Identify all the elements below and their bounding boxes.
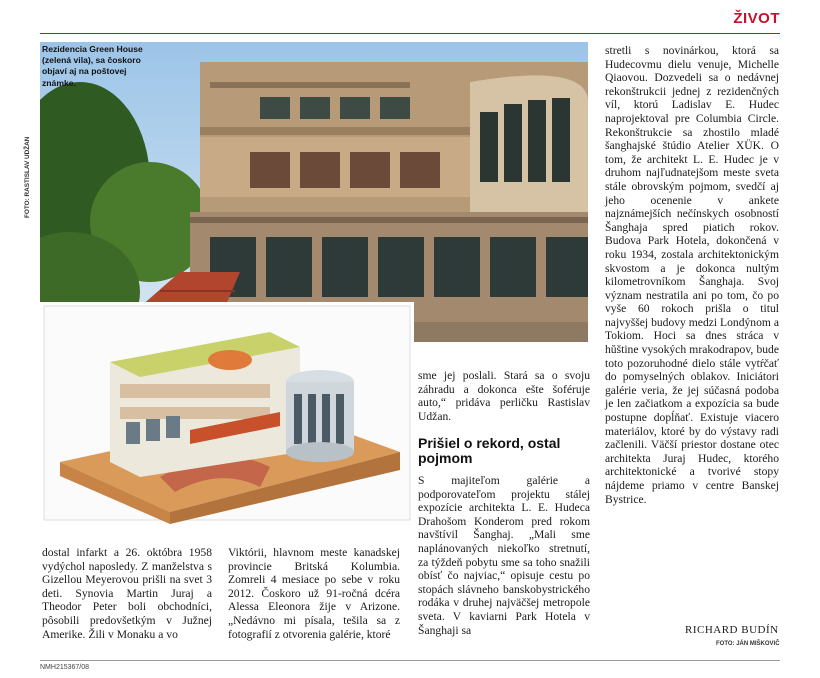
column-1-text: dostal infarkt a 26. októbra 1958 vydýchol naposledy. Z manželstva s Gizellou Meyerovou prišli na svet 3 deti. Synovia Martin Juraj a Theodor Peter boli obchodníci, pôsobili predovšetkým v Južnej Amerike. Žili v Monaku a vo bbox=[42, 546, 212, 641]
author-photo-credit: FOTO: JÁN MIŠKOVIČ bbox=[716, 641, 780, 647]
article-column-4 bbox=[605, 44, 779, 506]
article-column-2 bbox=[228, 546, 400, 641]
bottom-divider bbox=[40, 660, 780, 661]
column-3-top-text: sme jej poslali. Stará sa o svoju záhradu a dokonca ešte šoféruje auto,“ pridáva perličku Rastislav Udžan. bbox=[418, 369, 590, 423]
stamp-illustration bbox=[40, 302, 414, 524]
column-3-bottom-text: S majiteľom galérie a podporovateľom projektu stálej expozície architekta L. E. Hudeca Drahošom Konderom pred rokom navštívil Šanghaj. „Mali sme naplánovaných niekoľko stretnutí, za týždeň pobytu sme sa toho snažili obísť čo najviac,“ opisuje cestu po stopách slávneho banskobystrického rodáka v druhej najväčšej metropole sveta. V kaviarni Park Hotela v Šanghaji sa bbox=[418, 474, 590, 637]
author-byline: RICHARD BUDÍN bbox=[685, 624, 779, 636]
section-label: ŽIVOT bbox=[733, 10, 780, 27]
article-column-3-bottom bbox=[418, 474, 590, 637]
photo-caption: Rezidencia Green House (zelená vila), sa čoskoro objaví aj na poštovej známke. bbox=[42, 44, 143, 88]
article-column-3-top bbox=[418, 369, 590, 423]
photo-credit: FOTO: RASTISLAV UDŽAN bbox=[24, 136, 31, 218]
article-column-1 bbox=[42, 546, 212, 641]
column-4-text: stretli s novinárkou, ktorá sa Hudecovmu dielu venuje, Michelle Qiaovou. Dozvedeli sa o nedávnej rekonštrukcii jednej z rezidenčných víl, ktorú Ladislav E. Hudec naprojektoval pre Columbia Circle. Rekonštrukcie sa zhostilo mladé šanghajské štúdio Atelier XÜK. O tom, že architekt L. E. Hudec je v druhom najľudnatejšom meste sveta stále obrovským pojmom, svedčí aj jeho ocenenie v ankete najznámejších nečínskych osobností Šanghaja spred piatich rokov. Budova Park Hotela, dokončená v roku 1934, zostala architektonickým skvostom a je dokonca nultým kilometrovníkom Šanghaja. Svoj význam nestratila ani po tom, čo po vyše 60 rokoch prišla o titul najvyššej budovy medzi Londýnom a Tokiom. Hoci sa dnes stráca v hŭštine vysokých mrakodrapov, bude toto pozoruhodné dielo stále vytŕčať do pomyselných oblakov. Iniciátori galérie veria, že jej súčasná podoba je len začiatkom a expozícia sa bude postupne dopĺňať. Existuje viacero materiálov, ktoré by do výstavy radi začlenili. Väčší priestor dostane otec architekta Juraj Hudec, ktorého architektonické a tvorivé stopy nájdeme priamo v centre Banskej Bystrice. bbox=[605, 44, 779, 506]
column-2-text: Viktórii, hlavnom meste kanadskej provincie Britská Kolumbia. Zomreli 4 mesiace po sebe v roku 2012. Čoskoro už 91-ročná dcéra Alessa Eleonora žije v Arizone. „Nedávno mi písala, tešila sa z fotografií z otvorenia galérie, ktoré bbox=[228, 546, 400, 641]
top-divider bbox=[40, 33, 780, 34]
subheading: Prišiel o rekord, ostal pojmom bbox=[418, 435, 561, 466]
footer-code: NMH215367/08 bbox=[40, 664, 90, 671]
